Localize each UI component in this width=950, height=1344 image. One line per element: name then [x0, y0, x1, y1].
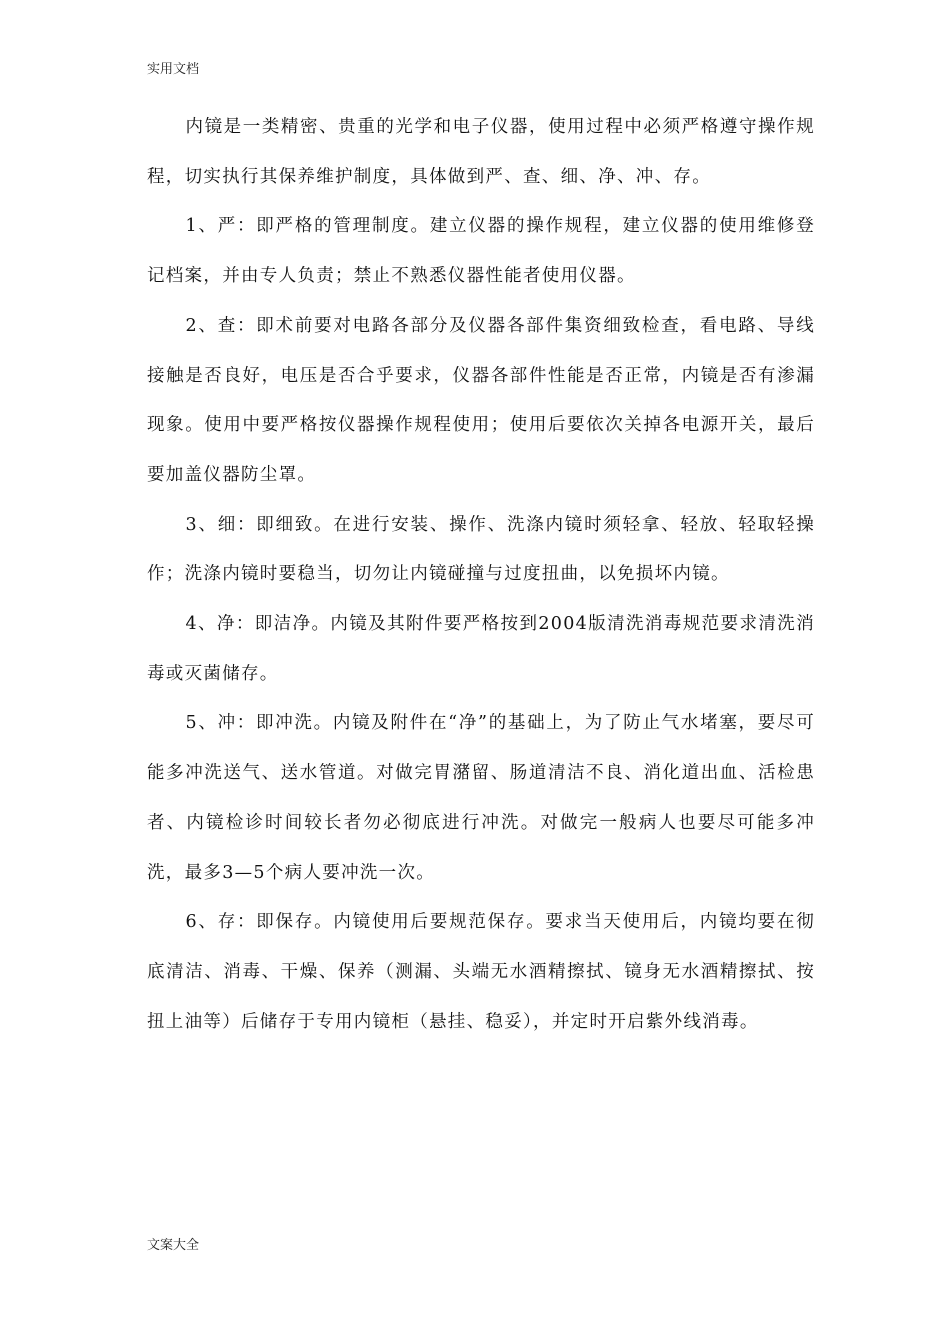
paragraph-careful: 3、细：即细致。在进行安装、操作、洗涤内镜时须轻拿、轻放、轻取轻操作；洗涤内镜时要稳当，切勿让内镜碰撞与过度扭曲，以免损坏内镜。 [147, 514, 815, 585]
intro-paragraph: 内镜是一类精密、贵重的光学和电子仪器，使用过程中必须严格遵守操作规程，切实执行其保养维护制度，具体做到严、查、细、净、冲、存。 [147, 117, 815, 187]
paragraph-check: 2、查：即术前要对电路各部分及仪器各部件集资细致检查，看电路、导线接触是否良好，电压是否合乎要求，仪器各部件性能是否正常，内镜是否有渗漏现象。使用中要严格按仪器操作规程使用；使用后要依次关掉各电源开关，最后要加盖仪器防尘罩。 [147, 315, 815, 485]
paragraph-clean: 4、净：即洁净。内镜及其附件要严格按到2004版清洗消毒规范要求清洗消毒或灭菌储存。 [147, 614, 815, 684]
paragraph-strict: 1、严：即严格的管理制度。建立仪器的操作规程，建立仪器的使用维修登记档案，并由专人负责；禁止不熟悉仪器性能者使用仪器。 [147, 216, 815, 287]
page-footer: 文案大全 [147, 1238, 200, 1253]
document-body [147, 103, 815, 1047]
page-header: 实用文档 [147, 62, 200, 77]
paragraph-store: 6、存：即保存。内镜使用后要规范保存。要求当天使用后，内镜均要在彻底清洁、消毒、干燥、保养（测漏、头端无水酒精擦拭、镜身无水酒精擦拭、按扭上油等）后储存于专用内镜柜（悬挂、稳妥），并定时开启紫外线消毒。 [147, 912, 815, 1032]
paragraph-flush: 5、冲：即冲洗。内镜及附件在“净”的基础上，为了防止气水堵塞，要尽可能多冲洗送气、送水管道。对做完胃潴留、肠道清洁不良、消化道出血、活检患者、内镜检诊时间较长者勿必彻底进行冲洗。对做完一般病人也要尽可能多冲洗，最多3—5个病人要冲洗一次。 [147, 713, 815, 883]
